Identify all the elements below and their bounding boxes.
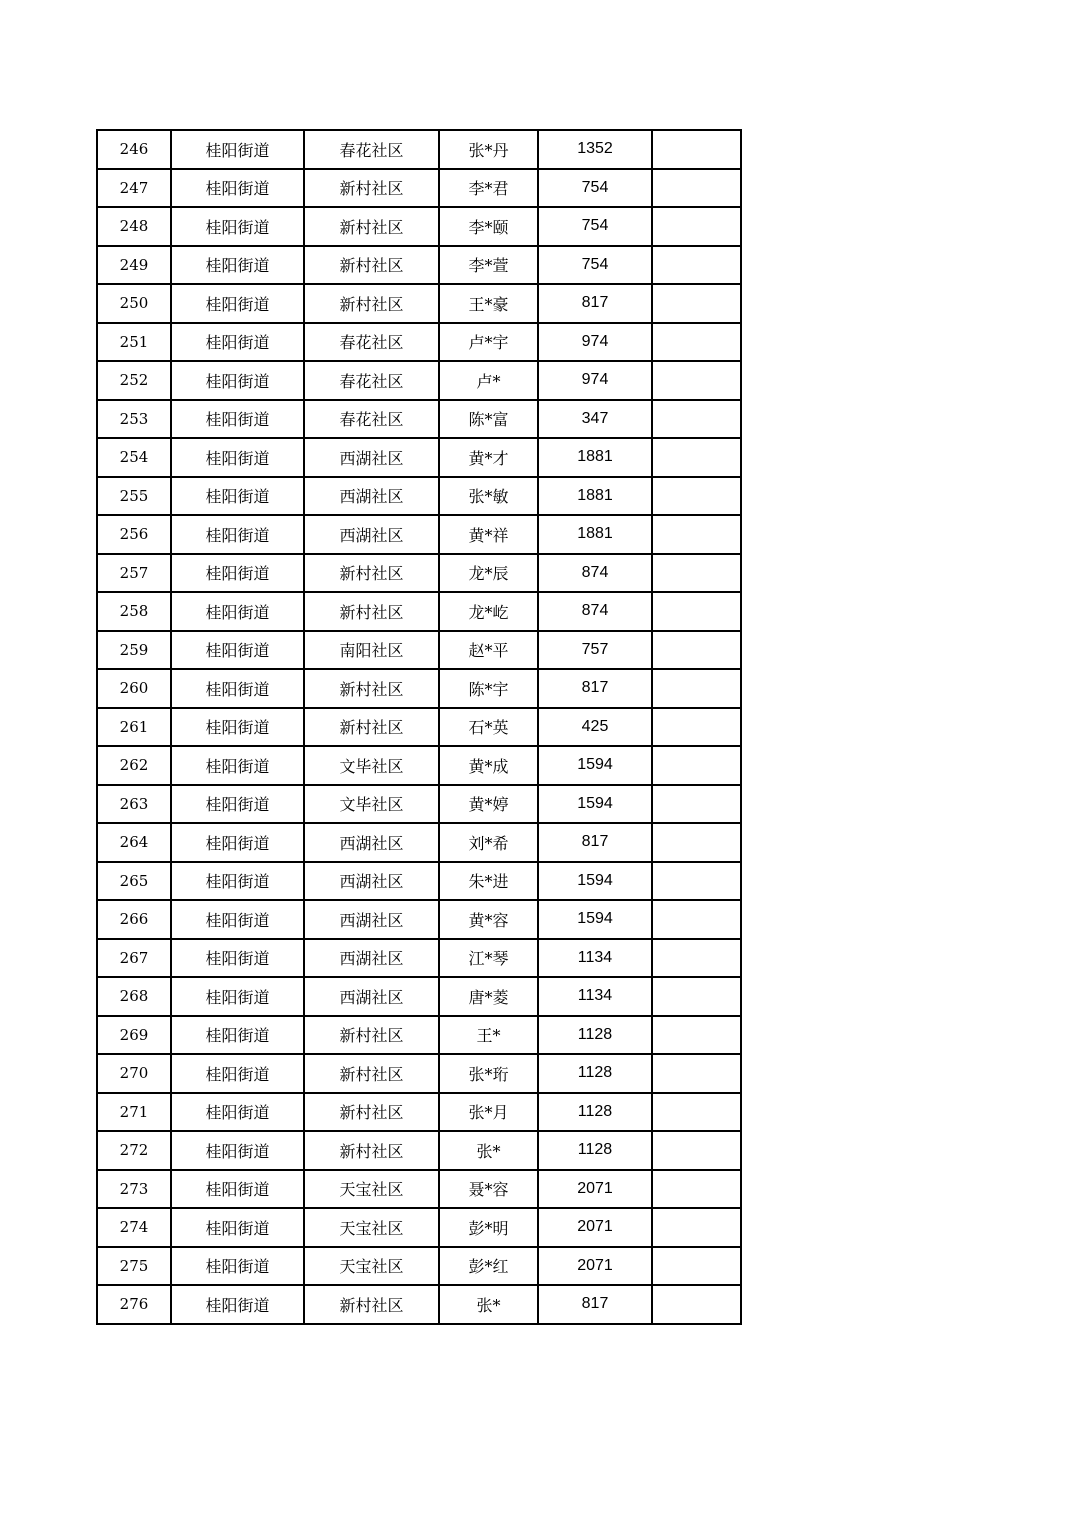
row-index-cell: 258 [97, 592, 171, 631]
street-cell: 桂阳街道 [171, 554, 304, 593]
amount-cell: 817 [538, 1285, 652, 1324]
amount-cell: 754 [538, 207, 652, 246]
table-row [97, 1285, 741, 1324]
table-row [97, 1016, 741, 1055]
street-cell: 桂阳街道 [171, 400, 304, 439]
community-cell: 新村社区 [304, 207, 439, 246]
person-name-cell: 黄*容 [439, 900, 538, 939]
row-index-cell: 274 [97, 1208, 171, 1247]
amount-cell: 1352 [538, 130, 652, 169]
person-name-cell: 陈*宇 [439, 669, 538, 708]
row-index-cell: 257 [97, 554, 171, 593]
community-cell: 新村社区 [304, 1016, 439, 1055]
row-index-cell: 256 [97, 515, 171, 554]
street-cell: 桂阳街道 [171, 169, 304, 208]
community-cell: 新村社区 [304, 1093, 439, 1132]
data-table [96, 129, 742, 1325]
table-row [97, 939, 741, 978]
person-name-cell: 赵*平 [439, 631, 538, 670]
person-name-cell: 王*豪 [439, 284, 538, 323]
street-cell: 桂阳街道 [171, 823, 304, 862]
amount-cell: 1594 [538, 862, 652, 901]
note-cell [652, 785, 741, 824]
table-row [97, 1131, 741, 1170]
street-cell: 桂阳街道 [171, 207, 304, 246]
person-name-cell: 张*月 [439, 1093, 538, 1132]
street-cell: 桂阳街道 [171, 246, 304, 285]
row-index-cell: 266 [97, 900, 171, 939]
table-row [97, 1170, 741, 1209]
table-body [97, 130, 741, 1324]
street-cell: 桂阳街道 [171, 785, 304, 824]
community-cell: 新村社区 [304, 708, 439, 747]
amount-cell: 347 [538, 400, 652, 439]
street-cell: 桂阳街道 [171, 1208, 304, 1247]
street-cell: 桂阳街道 [171, 477, 304, 516]
amount-cell: 1128 [538, 1131, 652, 1170]
community-cell: 新村社区 [304, 1054, 439, 1093]
table-row [97, 246, 741, 285]
table-row [97, 361, 741, 400]
table-row [97, 1247, 741, 1286]
amount-cell: 874 [538, 554, 652, 593]
amount-cell: 974 [538, 361, 652, 400]
community-cell: 西湖社区 [304, 515, 439, 554]
row-index-cell: 276 [97, 1285, 171, 1324]
community-cell: 西湖社区 [304, 862, 439, 901]
row-index-cell: 247 [97, 169, 171, 208]
street-cell: 桂阳街道 [171, 939, 304, 978]
table-row [97, 1093, 741, 1132]
community-cell: 新村社区 [304, 169, 439, 208]
amount-cell: 1128 [538, 1054, 652, 1093]
note-cell [652, 207, 741, 246]
community-cell: 新村社区 [304, 1131, 439, 1170]
person-name-cell: 卢*宇 [439, 323, 538, 362]
person-name-cell: 黄*成 [439, 746, 538, 785]
table-row [97, 746, 741, 785]
person-name-cell: 张* [439, 1131, 538, 1170]
street-cell: 桂阳街道 [171, 1016, 304, 1055]
person-name-cell: 江*琴 [439, 939, 538, 978]
community-cell: 西湖社区 [304, 977, 439, 1016]
note-cell [652, 284, 741, 323]
person-name-cell: 王* [439, 1016, 538, 1055]
street-cell: 桂阳街道 [171, 361, 304, 400]
table-row [97, 284, 741, 323]
table-row [97, 477, 741, 516]
note-cell [652, 631, 741, 670]
community-cell: 天宝社区 [304, 1208, 439, 1247]
street-cell: 桂阳街道 [171, 284, 304, 323]
street-cell: 桂阳街道 [171, 592, 304, 631]
row-index-cell: 261 [97, 708, 171, 747]
person-name-cell: 张*敏 [439, 477, 538, 516]
person-name-cell: 朱*进 [439, 862, 538, 901]
row-index-cell: 253 [97, 400, 171, 439]
note-cell [652, 130, 741, 169]
person-name-cell: 刘*希 [439, 823, 538, 862]
row-index-cell: 273 [97, 1170, 171, 1209]
note-cell [652, 977, 741, 1016]
amount-cell: 1881 [538, 515, 652, 554]
person-name-cell: 黄*婷 [439, 785, 538, 824]
amount-cell: 1128 [538, 1016, 652, 1055]
row-index-cell: 254 [97, 438, 171, 477]
amount-cell: 817 [538, 284, 652, 323]
table-row [97, 977, 741, 1016]
community-cell: 新村社区 [304, 669, 439, 708]
amount-cell: 2071 [538, 1170, 652, 1209]
community-cell: 新村社区 [304, 284, 439, 323]
note-cell [652, 438, 741, 477]
community-cell: 春花社区 [304, 361, 439, 400]
row-index-cell: 272 [97, 1131, 171, 1170]
row-index-cell: 267 [97, 939, 171, 978]
person-name-cell: 唐*菱 [439, 977, 538, 1016]
row-index-cell: 252 [97, 361, 171, 400]
table-row [97, 862, 741, 901]
amount-cell: 974 [538, 323, 652, 362]
person-name-cell: 张*丹 [439, 130, 538, 169]
community-cell: 西湖社区 [304, 823, 439, 862]
street-cell: 桂阳街道 [171, 438, 304, 477]
amount-cell: 2071 [538, 1208, 652, 1247]
person-name-cell: 李*君 [439, 169, 538, 208]
table-row [97, 631, 741, 670]
note-cell [652, 1093, 741, 1132]
note-cell [652, 477, 741, 516]
community-cell: 西湖社区 [304, 477, 439, 516]
note-cell [652, 1131, 741, 1170]
person-name-cell: 石*英 [439, 708, 538, 747]
table-row [97, 130, 741, 169]
row-index-cell: 263 [97, 785, 171, 824]
person-name-cell: 彭*明 [439, 1208, 538, 1247]
note-cell [652, 515, 741, 554]
amount-cell: 1881 [538, 477, 652, 516]
table-row [97, 708, 741, 747]
amount-cell: 1594 [538, 785, 652, 824]
row-index-cell: 271 [97, 1093, 171, 1132]
community-cell: 新村社区 [304, 554, 439, 593]
note-cell [652, 400, 741, 439]
note-cell [652, 939, 741, 978]
amount-cell: 1128 [538, 1093, 652, 1132]
street-cell: 桂阳街道 [171, 1093, 304, 1132]
person-name-cell: 张* [439, 1285, 538, 1324]
note-cell [652, 361, 741, 400]
street-cell: 桂阳街道 [171, 1285, 304, 1324]
table-row [97, 900, 741, 939]
note-cell [652, 1285, 741, 1324]
person-name-cell: 聂*容 [439, 1170, 538, 1209]
row-index-cell: 268 [97, 977, 171, 1016]
street-cell: 桂阳街道 [171, 1247, 304, 1286]
note-cell [652, 1016, 741, 1055]
community-cell: 天宝社区 [304, 1247, 439, 1286]
note-cell [652, 900, 741, 939]
person-name-cell: 张*珩 [439, 1054, 538, 1093]
row-index-cell: 262 [97, 746, 171, 785]
table-row [97, 207, 741, 246]
community-cell: 文毕社区 [304, 746, 439, 785]
note-cell [652, 862, 741, 901]
community-cell: 西湖社区 [304, 438, 439, 477]
community-cell: 新村社区 [304, 592, 439, 631]
table-row [97, 515, 741, 554]
community-cell: 文毕社区 [304, 785, 439, 824]
street-cell: 桂阳街道 [171, 323, 304, 362]
table-row [97, 823, 741, 862]
street-cell: 桂阳街道 [171, 130, 304, 169]
note-cell [652, 823, 741, 862]
person-name-cell: 彭*红 [439, 1247, 538, 1286]
amount-cell: 2071 [538, 1247, 652, 1286]
row-index-cell: 269 [97, 1016, 171, 1055]
row-index-cell: 249 [97, 246, 171, 285]
street-cell: 桂阳街道 [171, 900, 304, 939]
row-index-cell: 246 [97, 130, 171, 169]
street-cell: 桂阳街道 [171, 631, 304, 670]
table-row [97, 554, 741, 593]
person-name-cell: 李*萱 [439, 246, 538, 285]
row-index-cell: 255 [97, 477, 171, 516]
person-name-cell: 黄*才 [439, 438, 538, 477]
street-cell: 桂阳街道 [171, 708, 304, 747]
community-cell: 南阳社区 [304, 631, 439, 670]
street-cell: 桂阳街道 [171, 1170, 304, 1209]
table-row [97, 438, 741, 477]
note-cell [652, 669, 741, 708]
note-cell [652, 323, 741, 362]
note-cell [652, 169, 741, 208]
street-cell: 桂阳街道 [171, 515, 304, 554]
person-name-cell: 陈*富 [439, 400, 538, 439]
row-index-cell: 264 [97, 823, 171, 862]
amount-cell: 754 [538, 246, 652, 285]
amount-cell: 1134 [538, 939, 652, 978]
community-cell: 天宝社区 [304, 1170, 439, 1209]
person-name-cell: 黄*祥 [439, 515, 538, 554]
street-cell: 桂阳街道 [171, 1054, 304, 1093]
table-row [97, 400, 741, 439]
amount-cell: 757 [538, 631, 652, 670]
note-cell [652, 746, 741, 785]
row-index-cell: 270 [97, 1054, 171, 1093]
row-index-cell: 275 [97, 1247, 171, 1286]
person-name-cell: 龙*辰 [439, 554, 538, 593]
street-cell: 桂阳街道 [171, 862, 304, 901]
note-cell [652, 1054, 741, 1093]
community-cell: 西湖社区 [304, 900, 439, 939]
community-cell: 春花社区 [304, 130, 439, 169]
street-cell: 桂阳街道 [171, 669, 304, 708]
street-cell: 桂阳街道 [171, 746, 304, 785]
amount-cell: 817 [538, 669, 652, 708]
note-cell [652, 708, 741, 747]
table-row [97, 592, 741, 631]
row-index-cell: 260 [97, 669, 171, 708]
amount-cell: 425 [538, 708, 652, 747]
table-row [97, 669, 741, 708]
row-index-cell: 248 [97, 207, 171, 246]
person-name-cell: 李*颐 [439, 207, 538, 246]
amount-cell: 1594 [538, 900, 652, 939]
table-row [97, 785, 741, 824]
community-cell: 春花社区 [304, 323, 439, 362]
community-cell: 西湖社区 [304, 939, 439, 978]
community-cell: 春花社区 [304, 400, 439, 439]
table-row [97, 169, 741, 208]
amount-cell: 1594 [538, 746, 652, 785]
person-name-cell: 卢* [439, 361, 538, 400]
community-cell: 新村社区 [304, 1285, 439, 1324]
note-cell [652, 1208, 741, 1247]
amount-cell: 874 [538, 592, 652, 631]
table-row [97, 1054, 741, 1093]
note-cell [652, 1170, 741, 1209]
street-cell: 桂阳街道 [171, 1131, 304, 1170]
row-index-cell: 259 [97, 631, 171, 670]
row-index-cell: 250 [97, 284, 171, 323]
street-cell: 桂阳街道 [171, 977, 304, 1016]
amount-cell: 754 [538, 169, 652, 208]
note-cell [652, 592, 741, 631]
note-cell [652, 246, 741, 285]
note-cell [652, 1247, 741, 1286]
community-cell: 新村社区 [304, 246, 439, 285]
person-name-cell: 龙*屹 [439, 592, 538, 631]
amount-cell: 817 [538, 823, 652, 862]
amount-cell: 1134 [538, 977, 652, 1016]
amount-cell: 1881 [538, 438, 652, 477]
table-row [97, 1208, 741, 1247]
note-cell [652, 554, 741, 593]
row-index-cell: 265 [97, 862, 171, 901]
table-row [97, 323, 741, 362]
row-index-cell: 251 [97, 323, 171, 362]
